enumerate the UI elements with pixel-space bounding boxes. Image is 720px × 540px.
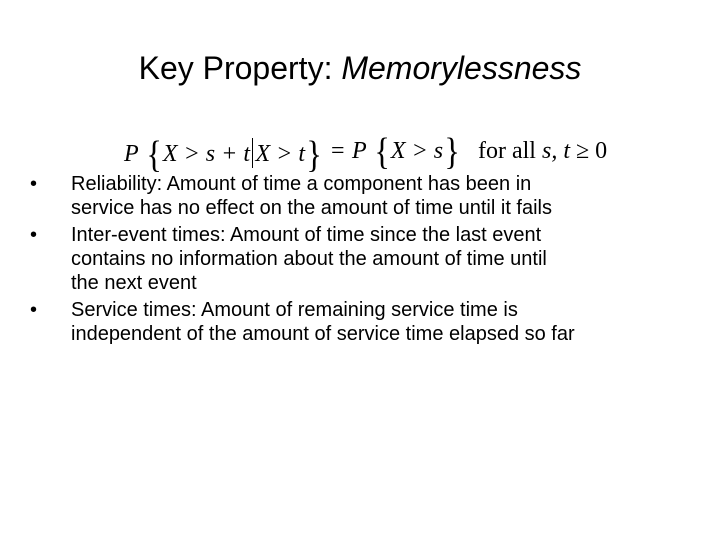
right-brace: } xyxy=(444,131,461,173)
bullet-item xyxy=(30,298,700,346)
title-prefix: Key Property: xyxy=(138,50,342,86)
formula-rhs-p: P xyxy=(352,138,367,164)
bullet-line: the next event xyxy=(71,272,197,294)
conditional-bar xyxy=(252,138,254,168)
left-brace: { xyxy=(374,131,390,173)
formula-lhs-a: X > s + t xyxy=(162,141,250,167)
formula-rhs xyxy=(352,131,461,173)
bullet-line: Reliability: Amount of time a component has been in xyxy=(71,173,532,195)
slide-title xyxy=(0,46,720,90)
condition-text: for all xyxy=(478,138,542,164)
right-brace: } xyxy=(306,134,322,176)
bullet-line: Service times: Amount of remaining service time is xyxy=(71,299,518,321)
bullet-marker: • xyxy=(30,224,38,246)
formula-rhs-a: X > s xyxy=(390,138,444,164)
bullet-marker: • xyxy=(30,299,38,321)
bullet-line: independent of the amount of service time elapsed so far xyxy=(71,323,575,345)
formula-lhs-b: X > t xyxy=(255,141,306,167)
bullet-item xyxy=(30,223,700,295)
bullet-marker: • xyxy=(30,173,38,195)
memorylessness-formula xyxy=(118,128,638,176)
left-brace: { xyxy=(146,134,162,176)
bullet-line: Inter-event times: Amount of time since the last event xyxy=(71,224,542,246)
title-emphasis: Memorylessness xyxy=(341,50,582,86)
condition-vars: s, t xyxy=(541,138,570,164)
formula-lhs xyxy=(124,134,323,176)
bullet-line: contains no information about the amount of time until xyxy=(71,248,547,270)
bullet-item xyxy=(30,172,700,220)
formula-equals: = xyxy=(331,138,345,164)
bullet-list xyxy=(30,172,700,349)
condition-relation: ≥ 0 xyxy=(570,138,608,164)
formula-lhs-p: P xyxy=(124,141,139,167)
formula-condition xyxy=(478,138,607,165)
bullet-line: service has no effect on the amount of time until it fails xyxy=(71,197,552,219)
